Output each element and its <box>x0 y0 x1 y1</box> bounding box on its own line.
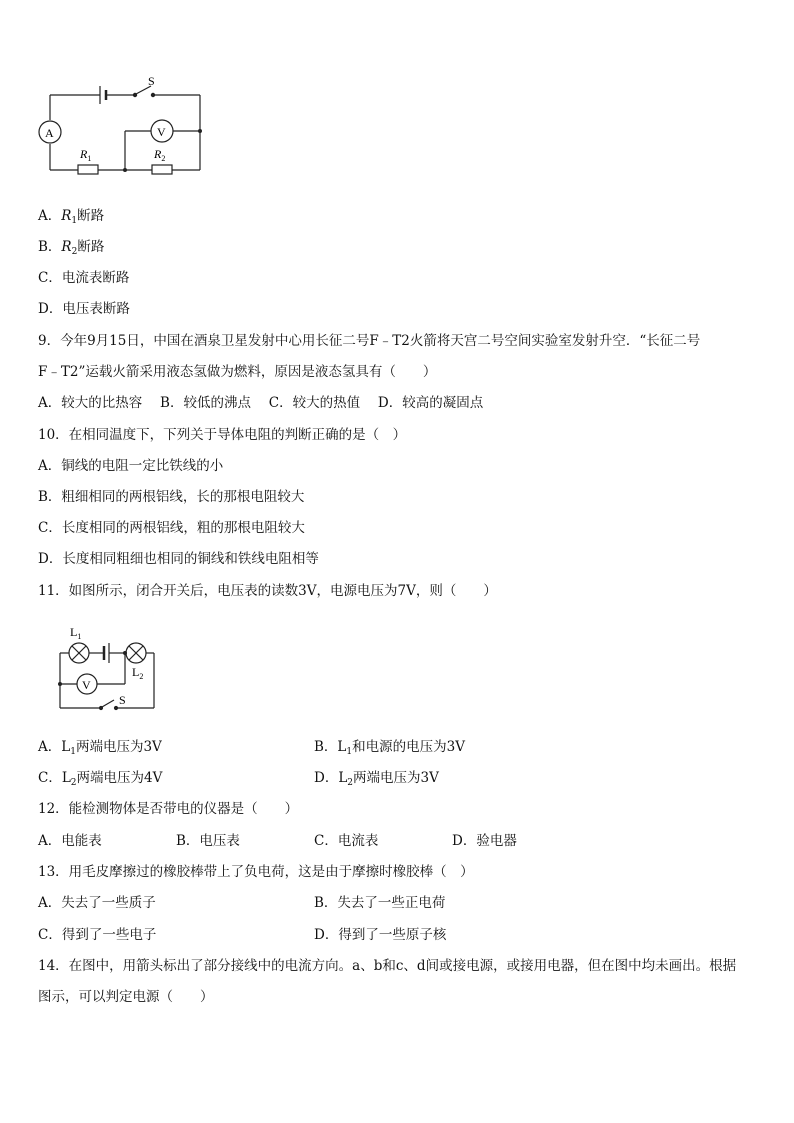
q13-option-b: B．失去了一些正电荷 <box>314 895 446 911</box>
q12-option-b: B．电压表 <box>176 833 240 849</box>
r2-letter: R <box>154 147 162 161</box>
l1-subscript: 1 <box>77 632 82 641</box>
q9-stem-line1: 9．今年9月15日，中国在酒泉卫星发射中心用长征二号F﹣T2火箭将天宫二号空间实验室发射升空．“长征二号 <box>38 333 701 349</box>
q14-stem-line2: 图示，可以判定电源（ ） <box>38 989 214 1005</box>
q12-option-a: A．电能表 <box>38 833 102 849</box>
l2-letter: L <box>132 665 140 679</box>
q12-option-d: D．验电器 <box>452 833 517 849</box>
q10-option-a: A．铜线的电阻一定比铁线的小 <box>38 458 224 474</box>
switch-label: S <box>148 74 155 88</box>
l2-subscript: 2 <box>139 672 144 681</box>
voltmeter-label-2: V <box>82 678 91 692</box>
q10-stem: 10．在相同温度下，下列关于导体电阻的判断正确的是（ ） <box>38 427 407 443</box>
q11-option-d: D．$L_2$两端电压为3V <box>314 770 439 788</box>
voltmeter-label: V <box>157 125 166 139</box>
q8-option-d: D．电压表断路 <box>38 301 130 317</box>
svg-text:R2 <box>153 147 165 163</box>
circuit-figure-1 <box>38 72 218 182</box>
svg-text:L1 <box>70 625 81 641</box>
r2-subscript: 2 <box>161 154 166 163</box>
q8-option-c: C．电流表断路 <box>38 270 130 286</box>
svg-text:R1 <box>79 147 91 163</box>
q13-stem: 13．用毛皮摩擦过的橡胶棒带上了负电荷，这是由于摩擦时橡胶棒（ ） <box>38 864 474 880</box>
q14-stem-line1: 14．在图中，用箭头标出了部分接线中的电流方向。a、b和c、d间或接电源，或接用电器，但在图中均未画出。根据 <box>38 958 737 974</box>
q13-option-c: C．得到了一些电子 <box>38 927 157 943</box>
q12-stem: 12．能检测物体是否带电的仪器是（ ） <box>38 801 299 817</box>
r1-subscript: 1 <box>87 154 92 163</box>
svg-text:L2 <box>132 665 143 681</box>
q11-option-b: B．$L_1$和电源的电压为3V <box>314 739 465 757</box>
q13-option-a: A．失去了一些质子 <box>38 895 156 911</box>
q10-option-b: B．粗细相同的两根铝线，长的那根电阻较大 <box>38 489 305 505</box>
q11-option-c: C．$L_2$两端电压为4V <box>38 770 163 788</box>
q13-option-d: D．得到了一些原子核 <box>314 927 447 943</box>
q9-options: A．较大的比热容 B．较低的沸点 C．较大的热值 D．较高的凝固点 <box>38 395 484 411</box>
ammeter-label: A <box>45 126 54 140</box>
q8-option-a: A．$R_1$断路 <box>38 208 105 226</box>
q10-option-d: D．长度相同粗细也相同的铜线和铁线电阻相等 <box>38 551 319 567</box>
l1-letter: L <box>70 625 78 639</box>
q10-option-c: C．长度相同的两根铝线，粗的那根电阻较大 <box>38 520 305 536</box>
q11-option-a: A．$L_1$两端电压为3V <box>38 739 162 757</box>
switch-label-2: S <box>119 693 126 707</box>
q8-option-b: B．$R_2$断路 <box>38 239 105 257</box>
q11-stem: 11．如图所示，闭合开关后，电压表的读数3V，电源电压为7V，则（ ） <box>38 583 497 599</box>
r1-letter: R <box>80 147 88 161</box>
circuit-figure-2 <box>52 620 167 715</box>
q9-stem-line2: F﹣T2”运载火箭采用液态氢做为燃料，原因是液态氢具有（ ） <box>38 364 437 380</box>
q12-option-c: C．电流表 <box>314 833 379 849</box>
